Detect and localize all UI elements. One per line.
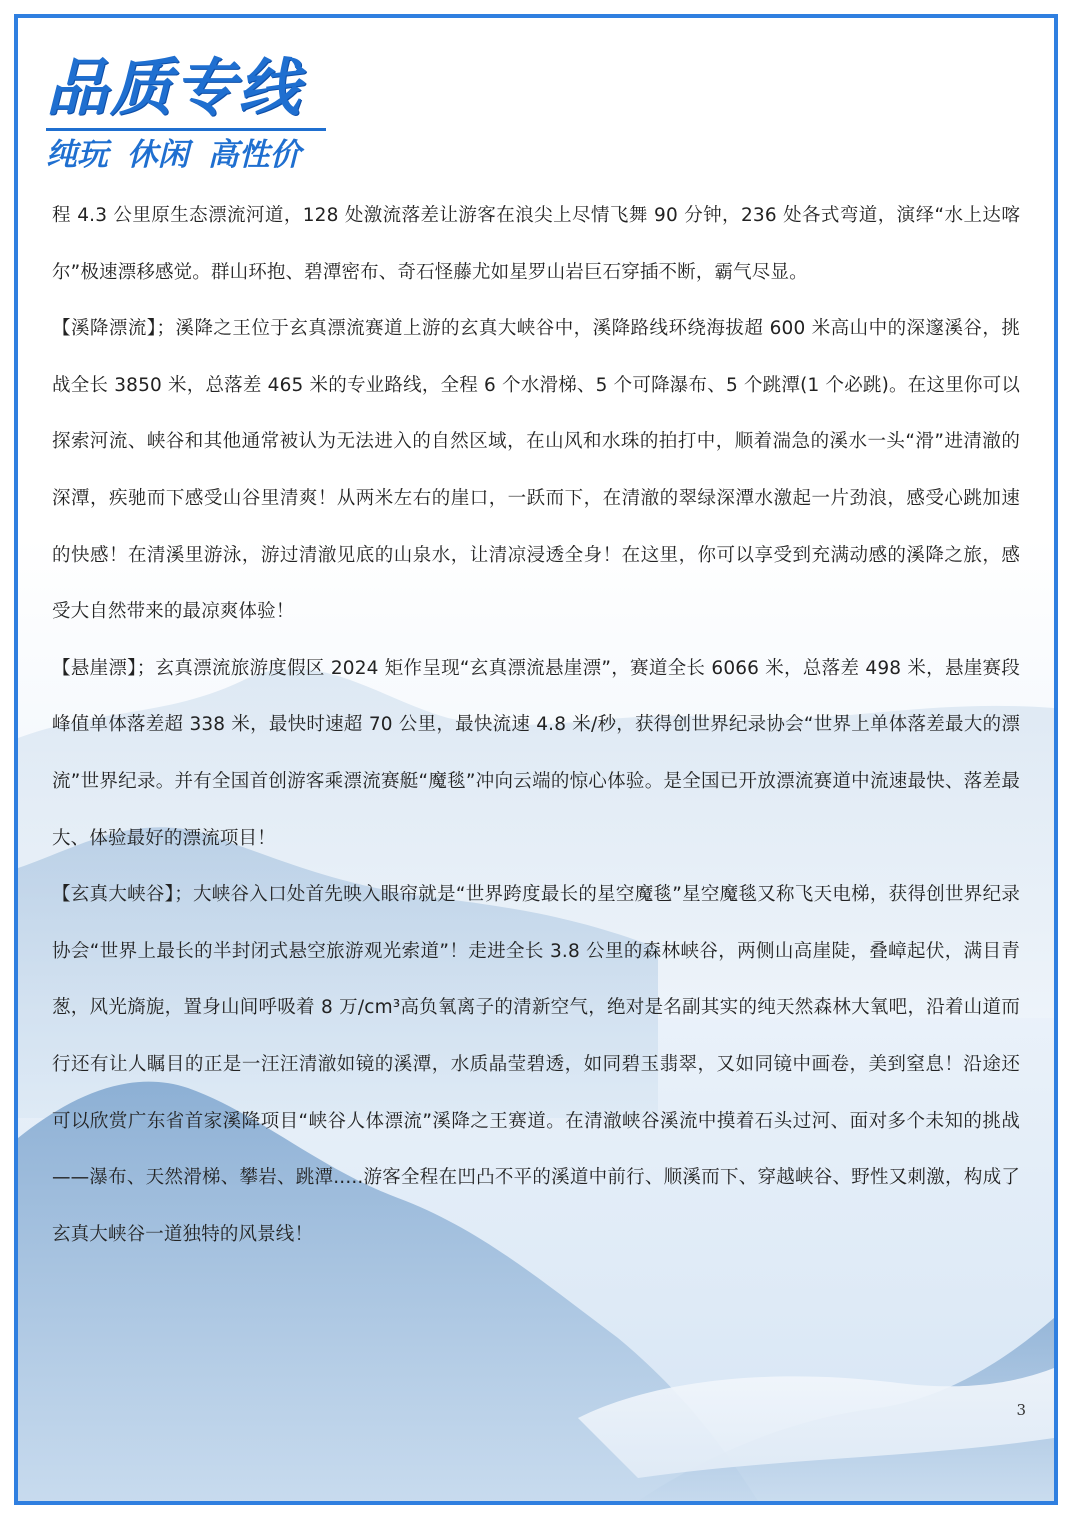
- paragraph-canyoning: 【溪降漂流】；溪降之王位于玄真漂流赛道上游的玄真大峡谷中，溪降路线环绕海拔超 600 米高山中的深邃溪谷，挑战全长 3850 米，总落差 465 米的专业路线，全程 6 个水滑梯、5 个可降瀑布、5 个跳潭(1 个必跳)。在这里你可以探索河流、峡谷和其他通常被认为无法进入的自然区域，在山风和水珠的拍打中，顺着湍急的溪水一头“滑”进清澈的深潭，疾驰而下感受山谷里清爽！从两米左右的崖口，一跃而下，在清澈的翠绿深潭水激起一片劲浪，感受心跳加速的快感！在清溪里游泳，游过清澈见底的山泉水，让清凉浸透全身！在这里，你可以享受到充满动感的溪降之旅，感受大自然带来的最凉爽体验！: [52, 318, 1020, 623]
- title-underline: [46, 128, 326, 131]
- paragraph-cliff-rafting: 【悬崖漂】；玄真漂流旅游度假区 2024 矩作呈现“玄真漂流悬崖漂”，赛道全长 6066 米，总落差 498 米，悬崖赛段峰值单体落差超 338 米，最快时速超 70 公里，最快流速 4.8 米/秒，获得创世界纪录协会“世界上单体落差最大的漂流”世界纪录。并有全国首创游客乘漂流赛艇“魔毯”冲向云端的惊心体验。是全国已开放漂流赛道中流速最快、落差最大、体验最好的漂流项目！: [52, 657, 1020, 849]
- paragraph-grand-canyon: 【玄真大峡谷】；大峡谷入口处首先映入眼帘就是“世界跨度最长的星空魔毯”星空魔毯又称飞天电梯，获得创世界纪录协会“世界上最长的半封闭式悬空旅游观光索道”！走进全长 3.8 公里的森林峡谷，两侧山高崖陡，叠嶂起伏，满目青葱，风光旖旎，置身山间呼吸着 8 万/cm³高负氧离子的清新空气，绝对是名副其实的纯天然森林大氧吧，沿着山道而行还有让人瞩目的正是一汪汪清澈如镜的溪潭，水质晶莹碧透，如同碧玉翡翠，又如同镜中画卷，美到窒息！沿途还可以欣赏广东省首家溪降项目“峡谷人体漂流”溪降之王赛道。在清澈峡谷溪流中摸着石头过河、面对多个未知的挑战——瀑布、天然滑梯、攀岩、跳潭.....游客全程在凹凸不平的溪道中前行、顺溪而下、穿越峡谷、野性又刺激，构成了玄真大峡谷一道独特的风景线！: [52, 884, 1020, 1245]
- header: [46, 52, 326, 177]
- page-frame: [14, 14, 1058, 1505]
- page-title: 品质专线: [46, 51, 303, 124]
- page-number: 3: [1016, 1401, 1026, 1419]
- page-subtitle: 纯玩 休闲 高性价: [46, 137, 301, 173]
- paragraph-rafting-course: 程 4.3 公里原生态漂流河道，128 处激流落差让游客在浪尖上尽情飞舞 90 分钟，236 处各式弯道，演绎“水上达喀尔”极速漂移感觉。群山环抱、碧潭密布、奇石怪藤尤如星罗山岩巨石穿插不断，霸气尽显。: [52, 205, 1020, 283]
- body-text: [52, 188, 1020, 1263]
